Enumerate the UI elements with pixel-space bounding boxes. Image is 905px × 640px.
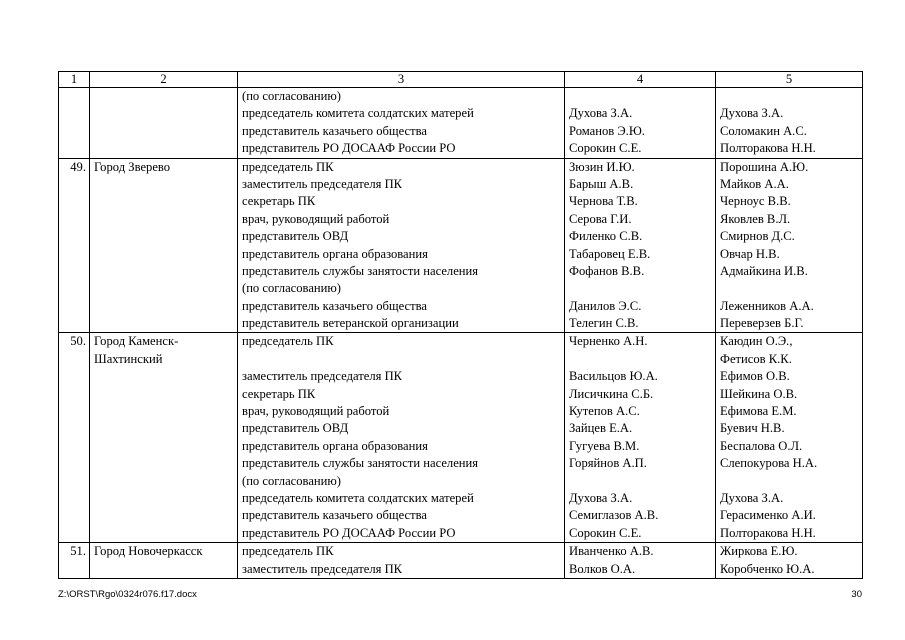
reserve-cell [716, 88, 863, 159]
role-cell [238, 158, 565, 333]
member-line: Семиглазов А.В. [569, 508, 659, 523]
member-line [569, 88, 715, 105]
member-cell [565, 158, 716, 333]
table-row [59, 543, 863, 579]
reserve-line: Полторакова Н.Н. [720, 525, 816, 540]
member-line: Кутепов А.С. [569, 404, 640, 419]
member-line: Телегин С.В. [569, 316, 639, 331]
role-line: представитель казачьего общества [242, 123, 427, 138]
header-cell: 2 [90, 72, 238, 88]
table-row [59, 333, 863, 543]
role-line: представитель службы занятости населения [242, 263, 479, 278]
row-number-cell: 50. [59, 333, 90, 543]
role-line: представитель ветеранской организации [242, 316, 459, 331]
commission-table [58, 71, 863, 579]
role-line: (по согласованию) [242, 281, 342, 296]
reserve-line: Черноус В.В. [720, 194, 791, 209]
header-cell: 5 [716, 72, 863, 88]
reserve-line: Каюдин О.Э., [720, 334, 793, 349]
member-line: Романов Э.Ю. [569, 123, 645, 138]
city-line: Город Зверево [94, 159, 171, 174]
role-line: представитель службы занятости населения [242, 456, 479, 471]
reserve-line: Леженников А.А. [720, 298, 814, 313]
role-line: председатель ПК [242, 334, 334, 349]
role-line: (по согласованию) [242, 89, 342, 103]
member-cell [565, 88, 716, 159]
member-line: Волков О.А. [569, 561, 636, 576]
reserve-line [720, 280, 862, 297]
reserve-line [720, 473, 862, 490]
role-cell [238, 333, 565, 543]
role-line: представитель РО ДОСААФ России РО [242, 141, 456, 156]
member-line: Сорокин С.Е. [569, 525, 642, 540]
role-line: заместитель председателя ПК [242, 561, 403, 576]
role-line: представитель казачьего общества [242, 298, 427, 313]
role-line: представитель РО ДОСААФ России РО [242, 525, 456, 540]
role-line: председатель ПК [242, 159, 334, 174]
reserve-line: Полторакова Н.Н. [720, 141, 816, 156]
member-line: Фофанов В.В. [569, 263, 645, 278]
reserve-cell [716, 333, 863, 543]
reserve-line: Жиркова Е.Ю. [720, 544, 798, 559]
reserve-line: Духова З.А. [720, 106, 784, 121]
role-line: заместитель председателя ПК [242, 176, 403, 191]
reserve-line: Шейкина О.В. [720, 386, 798, 401]
member-cell [565, 543, 716, 579]
reserve-line: Беспалова О.Л. [720, 438, 803, 453]
header-cell: 4 [565, 72, 716, 88]
header-cell: 3 [238, 72, 565, 88]
header-cell: 1 [59, 72, 90, 88]
table-row [59, 88, 863, 159]
row-number-cell: 51. [59, 543, 90, 579]
reserve-line: Переверзев Б.Г. [720, 316, 804, 331]
row-number-cell [59, 88, 90, 159]
member-line: Черненко А.Н. [569, 334, 648, 349]
role-line: представитель ОВД [242, 421, 349, 436]
reserve-line: Смирнов Д.С. [720, 229, 795, 244]
city-line: Город Новочеркасск [94, 544, 203, 559]
member-line: Данилов Э.С. [569, 298, 642, 313]
reserve-line: Ефимова Е.М. [720, 404, 797, 419]
member-line: Сорокин С.Е. [569, 141, 642, 156]
role-line: председатель комитета солдатских матерей [242, 106, 474, 121]
role-line [242, 351, 564, 368]
footer-file-path: Z:\ORST\Rgo\0324r076.f17.docx [58, 589, 197, 600]
role-line: председатель ПК [242, 544, 334, 559]
member-line [569, 351, 715, 368]
reserve-line [720, 88, 862, 105]
member-line: Чернова Т.В. [569, 194, 638, 209]
member-line: Васильцов Ю.А. [569, 369, 658, 384]
reserve-line: Соломакин А.С. [720, 123, 807, 138]
role-line: врач, руководящий работой [242, 211, 390, 226]
city-cell [90, 333, 238, 543]
reserve-line: Герасименко А.И. [720, 508, 816, 523]
member-line: Иванченко А.В. [569, 544, 654, 559]
reserve-line: Коробченко Ю.А. [720, 561, 815, 576]
role-line: секретарь ПК [242, 194, 316, 209]
member-line: Духова З.А. [569, 106, 633, 121]
role-line: представитель казачьего общества [242, 508, 427, 523]
reserve-line: Адмайкина И.В. [720, 263, 808, 278]
role-line: председатель комитета солдатских матерей [242, 490, 474, 505]
reserve-line: Слепокурова Н.А. [720, 456, 818, 471]
reserve-line: Духова З.А. [720, 490, 784, 505]
role-cell [238, 543, 565, 579]
city-cell [90, 158, 238, 333]
reserve-cell [716, 158, 863, 333]
role-line: представитель органа образования [242, 438, 428, 453]
member-line: Духова З.А. [569, 490, 633, 505]
member-line [569, 280, 715, 297]
footer-page-number: 30 [851, 589, 862, 600]
city-line: Город Каменск- [94, 334, 179, 349]
member-line: Барыш А.В. [569, 176, 634, 191]
reserve-line: Фетисов К.К. [720, 351, 792, 366]
role-line: представитель ОВД [242, 229, 349, 244]
table-header-row [59, 72, 863, 88]
role-cell [238, 88, 565, 159]
member-cell [565, 333, 716, 543]
reserve-line: Майков А.А. [720, 176, 789, 191]
member-line [569, 473, 715, 490]
member-line: Серова Г.И. [569, 211, 632, 226]
member-line: Зюзин И.Ю. [569, 159, 635, 174]
reserve-line: Порошина А.Ю. [720, 159, 809, 174]
role-line: заместитель председателя ПК [242, 369, 403, 384]
member-line: Гугуева В.М. [569, 438, 640, 453]
row-number-cell: 49. [59, 158, 90, 333]
member-line: Лисичкина С.Б. [569, 386, 654, 401]
role-line: представитель органа образования [242, 246, 428, 261]
reserve-line: Яковлев В.Л. [720, 211, 791, 226]
role-line: секретарь ПК [242, 386, 316, 401]
reserve-line: Буевич Н.В. [720, 421, 785, 436]
member-line: Горяйнов А.П. [569, 456, 647, 471]
city-cell [90, 88, 238, 159]
member-line: Зайцев Е.А. [569, 421, 633, 436]
role-line: врач, руководящий работой [242, 404, 390, 419]
reserve-line: Ефимов О.В. [720, 369, 790, 384]
member-line: Филенко С.В. [569, 229, 643, 244]
role-line: (по согласованию) [242, 473, 342, 488]
reserve-line: Овчар Н.В. [720, 246, 780, 261]
city-line: Шахтинский [94, 351, 163, 366]
city-cell [90, 543, 238, 579]
table-row [59, 158, 863, 333]
reserve-cell [716, 543, 863, 579]
member-line: Табаровец Е.В. [569, 246, 651, 261]
